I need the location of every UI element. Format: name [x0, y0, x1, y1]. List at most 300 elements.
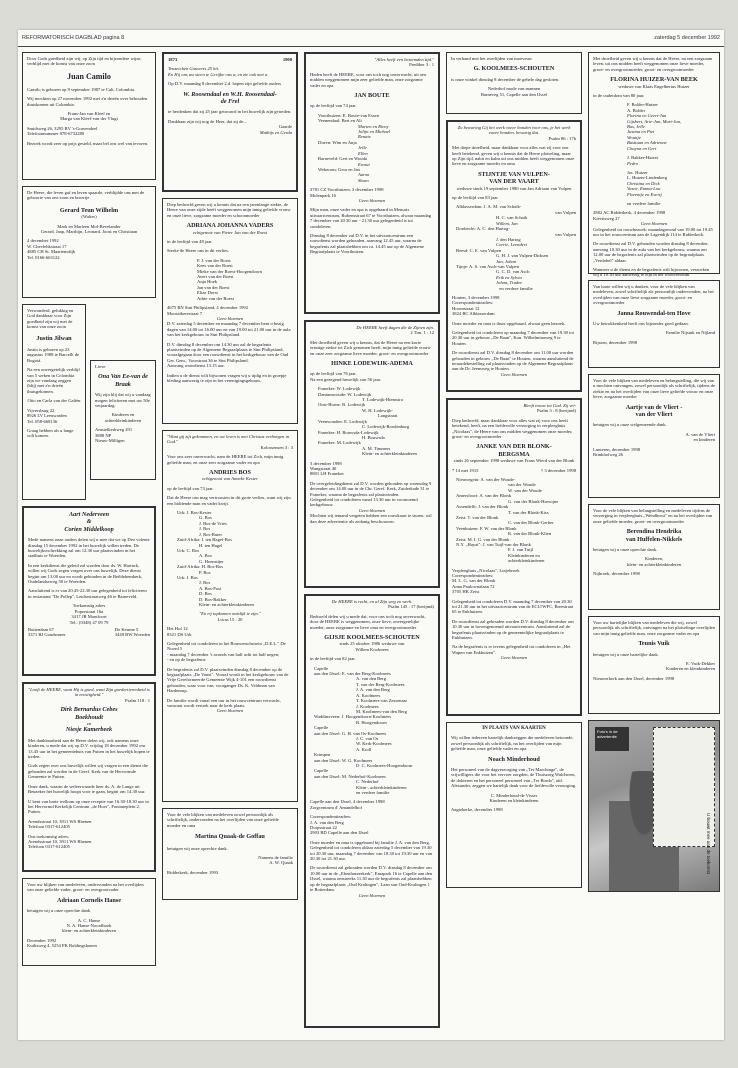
ad-correspondence-label: Correspondentieadres: — [452, 572, 494, 578]
ad-thanks: betuigen wij u onze oprechte dank. — [593, 547, 658, 553]
ad-family: Dirren: Wim en Anja — [318, 139, 357, 145]
ad-signature: N. A. Hanse-Noordhoek — [66, 923, 112, 929]
ad-text: D.V. zaterdag 5 december en maandag 7 december bent u bezig dagen van 14.00 tot 16.00 uur en van 19.00 tot 21.00 uur in de aula van het kerkgebouw in Sint Philipsland. — [167, 321, 291, 338]
ad-signature: Kinderen en achterkleinkinderen — [104, 412, 142, 423]
ad-intro: Verwonderd, gelukkig en God dankbaar voor Zijn goedheid zijn wij met de komst van onze zoon — [27, 308, 74, 330]
ad-born: * 14 mei 1915 — [452, 467, 479, 473]
ad-text: Wij mochten op 27 november 1992 met z'n drieën over behouden thuiskomen uit Colombia. — [27, 96, 148, 107]
ad-anniversary-card — [162, 52, 298, 192]
ad-family: Sharo — [358, 177, 369, 183]
column-4 — [446, 52, 582, 894]
ad-intro: Van harte willen wij u danken, voor de vele blijken van medeleven, zowel schriftelijk als persoonlijk ondervonden, na het overlijden van onze lieve zorgzame moeder, groot- en overgrootmoeder — [593, 284, 714, 306]
ad-age: op de leeftijd van 76 jaar. — [310, 371, 357, 377]
card-text: Op D.V. maandag 8 december 2.d. hopen zijn geliefde ouders — [168, 81, 282, 87]
ad-family: J. C. van Os — [356, 735, 379, 741]
ad-aartje-vliert — [588, 374, 720, 498]
ad-teunis-vuik — [588, 616, 720, 714]
ad-family: Bas, Jelle — [627, 124, 645, 130]
ad-family: T. van der Berg-Koolmees — [356, 681, 405, 687]
ad-family: T. Koolmees-van Zessenaar — [356, 698, 408, 704]
ad-date: Aagtekerke, december 1998 — [451, 807, 503, 813]
ad-date: 4 december 1992 — [27, 238, 59, 244]
ad-text: Dinsdag 8 december zal D.V. in het uitvaartcentrum een rouwdienst worden gehouden, aanvang 12.45 uur, waarna de begrafenis zal plaatshebben om ca. 14.45 uur op de Algemene Begraafplaats te Voorthuizen. — [310, 232, 424, 255]
ad-family: J. Bos-de Vries — [199, 520, 227, 526]
ad-address: 3371 BJ Goudsmeer — [28, 632, 66, 638]
ad-subtitle: Willem Koolmees — [355, 646, 389, 652]
ad-family: en verdere familie — [356, 790, 390, 795]
ad-text: Na een gezegend huwelijk van 56 jaar. — [310, 376, 382, 382]
ad-text: Na een onvergetelijk verblijf van 5 weken in Colombia zijn we vandaag zeggen (blij) met z'n drieën thuisgekomen. — [27, 367, 80, 394]
ad-family: Adrie van der Roest — [197, 295, 234, 301]
ad-family: A. Koolmees — [356, 692, 381, 698]
ad-family: van Vulpen — [555, 209, 576, 215]
ad-verse-ref: Prediker 3 : 1 — [409, 62, 434, 68]
ad-family: Chayna en Gert — [627, 145, 657, 151]
ad-date: Rijssen, december 1998 — [593, 339, 638, 345]
ad-text: Gelegenheid tot condoleren D.V. maandag 7 december van 20.30 tot 21.30 uur in het uitvaartcentrum van de ECU/WFC, Breestraat 65 te Enkhuizen. — [452, 598, 574, 615]
ad-family: en verdere familie — [499, 285, 533, 291]
ad-family: Gijsbert, Arie-Jan, Mart-Jan, — [627, 118, 682, 124]
ad-family: W. van der Woude — [508, 487, 542, 493]
ad-text: Justin is geboren op 23 augustus 1988 te Barcelli de Bogotá. — [27, 347, 80, 363]
ad-text: D.V. dinsdag 8 december om 14.30 uur zal de begrafenis plaatsvinden op de Algemene Begraafplaats te Sint Philipsland, voorafgegaan door een rouwdienst in het kerkgebouw van de Oud Ger. Gem., Voorstraat 36 te Sint Philipsland. — [167, 341, 289, 363]
ad-text: De overgeleidingdienst zal D.V. worden gehouden op woensdag 9 december om 14.00 uur in de Chr. Geref. Kerk, Zuiderkade 31 te Franeker, waarna de begrafenis zal plaatsvinden. — [310, 480, 432, 497]
ad-correspondence-label: Correspondentieadres: — [310, 814, 352, 820]
ad-text: Na de begrafenis is er tevens gelegenheid tot condoleren in „Het Wapen van Enkhuizen". — [452, 644, 571, 655]
ad-text: De rouwdienst zal D.V. dinsdag 8 december om 11.00 uur worden gehouden in gebouw „De Baan" te Houten, waarna aansluitend de teraardebestelling zal plaatsvinden op de Algemene Begraafplaats aan de Dr. Jeensweg te Houten. — [452, 350, 574, 372]
ad-family: Amersfoort: A. van der Blonk — [456, 493, 511, 499]
ad-family: A. Bos — [199, 553, 212, 559]
ad-name: Noach Minderhoud — [488, 755, 540, 763]
ad-text: - maandag 7 december 's avonds van half acht tot half negen; — [167, 651, 280, 657]
ad-signature: E. Vuik-Dekker — [686, 661, 715, 667]
ad-date: 3 december 1998 — [310, 460, 342, 466]
ad-correspondence: J. A. van den Berg — [310, 819, 344, 825]
ad-subtitle: sinds 25 oktober 1986 weduwe van — [339, 641, 405, 647]
ad-address: Smidsweg 26, 3295 BV 's-Gravendeel — [27, 125, 98, 131]
ad-intro: Voor de vele blijken van medeleven en belangstelling, die wij van u mochten ontvangen, zowel persoonlijk als schriftelijk, tijdens de ziekte en na het overlijden van onze lieve geliefde vrouw en onze lieve, zorgzame moeder — [593, 378, 715, 400]
ad-text: Met dankbaarheid aan de Heere delen wij, ook namens onze kinderen, u mede dat wij op D.V. vrijdag 18 december 1992 om 13.45 uur in het gemeentehuis van Putten in het huwelijk hopen te treden. — [28, 737, 150, 760]
ad-text: Gelegenheid tot condoleren vanaf 13.30 uur in voornoemd kerkgebouw. — [310, 496, 418, 508]
card-name: W. Roosendaal en W.H. Roosendaal- — [183, 90, 277, 98]
ad-family: J. A. van den Berg — [356, 687, 390, 693]
ad-family: Mieke van der Roest-Hoogendoorn — [197, 268, 262, 274]
ad-family: Urk: J. Bos-Kester — [177, 510, 212, 516]
ad-family: Dantumwoude: W. Lodewijk — [318, 391, 372, 397]
ad-home-label: Toekomstig adres — [72, 603, 106, 609]
ad-text: Indien u de dienst wilt bijwonen vragen wij u tijdig en in groepje kleding aanwezig te zijn in het verenigingsgebouw. — [167, 372, 287, 383]
ad-family: Jelle — [358, 145, 367, 151]
ad-name: VAN DER VAART — [489, 178, 539, 186]
ad-text: Wij zijn blij dat wij u vandaag mogen feliciteren met uw 50e verjaardag. — [95, 392, 151, 409]
ad-family: W. Kerk-Koolmees — [356, 741, 392, 747]
ad-city: 8926 LV Leeuwarden — [27, 413, 67, 419]
ad-family: H. C. van Schaik — [496, 215, 528, 221]
page-header — [18, 30, 724, 47]
ad-intro: Met droefheid geven wij u kennis dat de Heere, na een zorgzaam leven, uit ons midden heeft weggenomen onze lieve moeder, groot- en overgrootmoeder, groot- en overgrootmoeder — [593, 56, 713, 72]
ad-text: Wanneer u de dienst en de begrafenis wilt bijwonen, verzoeken wij u 10.30 uur aanwezig te zijn in het rouwcentrum. — [593, 267, 710, 278]
ad-no-flowers: Geen bloemen — [358, 507, 386, 513]
ad-signature: klein- en achterkleinkinderen — [62, 928, 116, 934]
ad-family: J. Koolmees — [356, 703, 379, 709]
ad-family: Klein- en achterkleinkinderen — [199, 601, 254, 607]
ad-intro: Met droefheid geven wij u kennis, dat de Heere na een korte ernstige ziekte tot Zich genomen heeft, mijn innig geliefde vrouw en onze zeer zorgzame lieve moeder, groot- en overgrootmoeder — [310, 339, 431, 356]
ad-signature: A. W. Quaak — [269, 860, 293, 866]
ad-family: F. Bolder-Huizer — [627, 102, 658, 108]
ad-florina-huizer — [588, 52, 720, 278]
ad-name: Aartje van de Vliert - — [625, 403, 683, 411]
ad-family: Jan, Johan — [496, 258, 517, 264]
page-header-right: zaterdag 5 december 1992 — [654, 35, 720, 41]
ad-family: Veenendaal: Bert en Ali — [318, 118, 362, 124]
ad-family: aan den IJssel: M. Nederhof-Koolmees — [314, 773, 386, 779]
ad-family: L. Huizer-Lindenberg — [627, 175, 668, 181]
ad-family: C. van der Blonk-Gerber — [508, 520, 554, 526]
ad-family: A. Bos-Post — [199, 585, 222, 591]
ad-family: Justina en Piet — [627, 129, 655, 135]
ad-family: Capelle — [314, 768, 329, 774]
ad-family: D. C. Koolmees-Hoogendoorn — [356, 762, 413, 768]
ad-intro: Heden heeft de HEERE, voor ons toch nog onverwacht, uit ons midden weggenomen mijn zeer geliefde man, onze zorgzame vader en opa — [310, 71, 427, 88]
wedding-photo-ad — [588, 720, 720, 892]
ad-address: Wangstraat 40 — [310, 465, 337, 471]
ad-name: Niesje Kamerbeek — [65, 726, 113, 734]
ad-family: Langstraat — [378, 413, 398, 419]
ad-no-flowers: Geen bloemen — [216, 315, 244, 321]
photo-sticker: Foto's in de advertentie — [595, 727, 629, 751]
ad-verse-ref: 2 Tim. 1 : 12 — [410, 330, 434, 336]
ad-text: Camilo is geboren op 9 september 1987 te Cali, Colombia. — [27, 86, 136, 92]
ad-home: 3417 JR Montfoort — [71, 614, 107, 620]
ad-age: op de leeftijd van 83 jaar. — [452, 195, 499, 201]
ad-address: Kievitsweg 27 — [593, 215, 620, 221]
newspaper-page — [18, 30, 724, 1040]
ad-age: op de leeftijd van 74 jaar. — [310, 103, 357, 109]
ad-verse: Bleeft trouw tot God. Zij vri- — [523, 403, 576, 408]
ad-text: Gelegenheid tot rouwbezoek: maandagavond van 19.00 tot 19.45 uur in het rouwcentrum aan de Lagendijk 114 te Ridderkerk. — [593, 226, 713, 237]
ad-address: 4675 BN Sint Philipsland, 4 december 1992 — [167, 305, 249, 311]
ad-intro: Wij willen iedereen hartelijk dankzeggen die medeleven betoonde, zowel persoonlijk als schriftelijk, na het overlijden van mijn geliefde man, onze geliefde vader en opa — [451, 735, 574, 752]
ad-text: Mede namens onze ouders delen wij u mee dat we op Deo volente dinsdag 15 december 1992 in het huwelijk willen treden. De huwelijksvoltrekking zal om 12.30 uur plaatsvinden in het stadhuis te Woerden. — [28, 537, 150, 559]
ad-family: A. Kroll — [356, 746, 372, 752]
ad-family: Elize Dorst — [197, 290, 218, 296]
ad-name: Berendina Hendrika — [626, 528, 682, 536]
ad-family: Urk: C. Bos — [177, 547, 200, 553]
ad-name: Adriaan Cornelis Hanse — [57, 896, 121, 904]
ad-family: Aaron — [358, 172, 370, 178]
ad-verse-ref: Kolossensen 3 : 3 — [260, 444, 293, 450]
ad-family: en verdere familie — [627, 200, 661, 206]
ad-text: Onze moeder en oma is thuis opgebaard, alwaar geen bezoek. — [452, 320, 566, 326]
ad-no-flowers: Geen bloemen — [216, 708, 244, 714]
ad-address: 8801 LH Franeker — [310, 471, 344, 477]
ad-signature: Kinderen en kleinkinderen — [489, 798, 539, 804]
ad-home: Tel.: (0348) 47 09 79 — [69, 619, 109, 625]
ad-aart-corien — [22, 506, 156, 676]
ad-family: Kleinkinderen en — [508, 552, 540, 558]
ad-family: T. Lodewijk-Hiemstra — [362, 397, 403, 403]
ad-family: J. den Hartog — [496, 236, 521, 242]
ad-address: 2882 AC Ridderkerk, 4 december 1998 — [593, 210, 666, 216]
ad-signature: C. Minderhoud-de Visser — [490, 792, 538, 798]
ad-city: 4885 CH St. Maartensdijk — [27, 249, 76, 255]
ad-address: 3449 BW Woerden — [114, 632, 150, 638]
ad-city: Nieuw-Milligen — [95, 438, 125, 444]
ad-subtitle: echtgenoot van Anneke Kester — [202, 476, 258, 482]
ad-intro: De Heere, die leven gaf en leven spaarde, verblijdde ons met de geboorte van ons zoon en broertje — [27, 190, 145, 201]
ad-family: W. H. Lodewijk- — [362, 407, 393, 413]
ad-family: Christina en Dick — [627, 180, 660, 186]
ad-family: R. van der Blonk-Klien — [508, 531, 552, 537]
ad-family: Vasoe, Emma-Lou — [627, 186, 661, 192]
ad-thanks: Uw betrokkenheid heeft ons bijzonder goed gedaan. — [593, 321, 689, 327]
ad-family: Beesd: C. E. van Vulpen — [456, 247, 502, 253]
ad-family: Kees van der Roest — [197, 263, 233, 269]
ad-family: Jac. Huizer — [627, 169, 648, 175]
card-name: de Frel — [220, 98, 240, 106]
ad-intro: In verband met het overlijden van moeveuw — [451, 56, 533, 61]
ad-signature: Nederhof mode van mannen — [487, 86, 541, 92]
ad-address: Arendsstraat 10, 3911 WS Rhenen — [28, 818, 92, 824]
ad-berendina — [588, 504, 720, 610]
ad-family: Zeist: M. I. G. van der Blonk — [456, 536, 510, 542]
ad-intro: Diep bedroefd geven wij u kennis dat na een jarenlange ziekte, de Heere van onze zijde heeft weggenomen mijn innig geliefde vrouw en onze lieve, zorgzame moeder en schoonmoeder — [167, 202, 291, 218]
ad-family: Erik en Sylvia — [496, 274, 522, 280]
ad-family: Nieuwegein: A. van der Woude- — [456, 477, 516, 483]
ad-signature: A. C. Hanse — [77, 917, 101, 923]
ad-verse-ref: Psalm 145 : 17 (berijmd) — [388, 604, 434, 610]
ad-correspondence: 3705 HK Zeist — [452, 589, 480, 595]
card-text: Tenzeichen Gouverts 25 hit. — [168, 66, 220, 72]
ad-address: Amstelkerkweg 291 — [95, 427, 133, 433]
ad-signature: Barneveg 51, Capelle aan den IJssel — [480, 91, 548, 97]
ad-text: Graag hebben als u lange wilt komen. — [27, 427, 74, 439]
ad-intro: Voor uw hartelijke blijken van medeleven die wij, zowel persoonlijk als schriftelijk, ontvingen na het plotselinge overlijden van mijn innig geliefde man, onze zorgzame vader en opa — [593, 620, 715, 636]
ad-no-flowers: Geen bloemen — [640, 221, 668, 227]
ad-text: - en op de begrafenis — [167, 657, 206, 663]
ad-family: A. Bolder — [627, 107, 646, 113]
ad-name: van der Vliert — [635, 411, 673, 419]
ad-address: Kuiltsweg 4, 5254 PK Boldingshonen — [27, 943, 97, 949]
ad-family: F. J. van Tuijl — [508, 547, 534, 553]
ad-text: Mochten wij iemand vergeten hebben een rouwkaart te sturen, wil dan deze advertentie als zodanig beschouwen. — [310, 513, 432, 524]
ad-name: Gerard Teun Wilhelm — [59, 206, 119, 214]
ad-text: is onze winkel dinsdag 8 december de gehele dag gesloten. — [451, 76, 560, 82]
ad-date: Ridderkerk, december 1993 — [167, 869, 219, 875]
ad-justin — [22, 304, 86, 500]
ad-adriana — [162, 198, 298, 424]
ad-signature: Familie Nijsink en Nijland — [665, 330, 715, 336]
ad-family: Ewout — [358, 161, 370, 167]
ad-address: Vijversburg 22 — [27, 407, 55, 413]
ad-family: Florina en Geert-Jan — [627, 113, 667, 119]
ad-text: Gelegenheid tot condoleren in het Bouwenschrirein „D.E.L." De Noord 5 — [167, 641, 286, 652]
ad-address: Het Hof 12 — [167, 626, 188, 632]
ad-family: P. J. van der Roest — [197, 257, 231, 263]
ad-intro: Voor ons zeer onverwacht, nam de HEERE tot Zich, mijn innig geliefde man, en onze zeer zorgzame vader en opa — [167, 454, 284, 465]
ad-family: Assendelft: J. van der Blonk — [456, 504, 509, 510]
ad-family: Veenwouden: E. Lodewijk — [318, 418, 367, 424]
card-signature: Mathijs en Gerda — [259, 129, 292, 135]
ad-name: Justin Jilwan — [36, 334, 72, 342]
ad-family: Veenhuizen: F. W. van der Blonk — [456, 525, 517, 531]
ad-intro: Door Gods goedheid zijn wij, op Zijn tijd en bijzondere wijze, verblijd met de komst van onze zoon — [27, 56, 142, 67]
ad-date: Nijbroek, december 1998 — [593, 571, 640, 577]
ad-family: Krimpen — [314, 752, 331, 758]
ad-adrian-hanse — [22, 878, 156, 966]
ad-address: W. Chevlehkstraat 17 — [27, 243, 67, 249]
ad-parents: Marga van Kleef-van der Vlugt — [60, 116, 118, 122]
ad-died: † 3 december 1998 — [540, 467, 576, 473]
ad-name: Aart Nederveen — [68, 511, 110, 518]
ad-family: G. van der Blonk-Harwijne — [508, 498, 559, 504]
ad-verse: "Looft de HEERE, want Hij is goed, want Zijn goedertierenheid is in eeuwigheid." — [28, 687, 150, 698]
ad-name: JANKE VAN DER BLONK- — [476, 443, 552, 451]
ad-family: Tijnje: A. S. van Asch-van Vulpen — [456, 263, 519, 269]
ad-correspondence: Dorpsstraat 22 — [310, 825, 337, 831]
ad-family: Wouttje — [627, 134, 641, 140]
ad-no-flowers: Geen bloemen — [358, 892, 386, 898]
ad-family: J. Bos — [199, 580, 211, 586]
ad-correspondence: Anna Paulownalaan 72 — [452, 583, 495, 589]
ad-family: Bastiaan en Adrienne — [627, 140, 667, 146]
ad-jan-boute — [304, 52, 440, 314]
ad-address: Zorgcentrum d' Amandelhof — [310, 804, 363, 810]
ad-no-flowers: Geen bloemen — [500, 655, 528, 661]
ad-verse: "Alles heeft een bestemden tijd." — [374, 57, 434, 62]
ad-text: Aansluitend is er van 20.45-22.30 uur gelegenheid tot feliciteren in restaurant "De Pollep", Leidsestraatweg 46 te Barneveld. — [28, 588, 147, 599]
ad-no-flowers: Geen bloemen — [358, 197, 386, 203]
card-text: En Hij ons uw steen te Gerijbe ons a, en zie ook met u. — [168, 71, 269, 77]
ad-thanks: betuigen wij u onze hartelijke dank. — [593, 651, 659, 657]
ad-family: Capelle — [314, 665, 329, 671]
ad-text: De rouwdienst zal D.V. gehouden worden dinsdag 8 december, aanvang 10.30 uur in de aula van het kerkgebouw, waarna om 12.00 uur de begrafenis zal plaatsvinden op de begraafplaats „Verdobel" aldaar. — [593, 241, 709, 263]
ad-text: De begrafenis zal D.V. plaatsvinden dinsdag 8 december op de begraafplaats „De Vonst". Vooraf wordt in het kerkgebouw van de Vrije Gereformeerde Gemeente Wijk 4-101 een rouwdienst gehouden, waar voor van, voorganger Ds. K. Veldman van Hardenrup. — [167, 666, 289, 694]
ad-thanks: betuigen wij u onze oprechte dank — [27, 908, 91, 914]
card-year-start: 1873 — [168, 57, 178, 62]
ad-address: De Keurne 5 — [114, 626, 139, 632]
ad-family: Zuid-Afrika: H. Bos-Bos — [177, 564, 224, 570]
ad-text: Het personeel van de dagverzorging van „Ter Marchinge", de vrijwilligers die voor het vervoer zorgden, de Thuiszorg Walcheren, de dokteren en het personeel personeel van „Ter Borda", afd. Alexander, zeggen we hartelijk dank voor de liefdevolle verzorging. — [451, 767, 577, 789]
ad-intro: Met diepe droefheid, maar dankbaar voor alles wat zij voor ons heeft betekend, geven wij u kennis dat de Heere plotseling, maar op Zijn tijd, nabit en kalm uit ons midden heeft weggenomen onze lieve en zorgzame moeder en oma — [452, 145, 575, 167]
photo-vertical-text: U bouwt mee aan de toekomst — [706, 813, 711, 875]
ad-verse-ref: Psalm 3 : 8 (berijmd) — [536, 408, 576, 414]
ad-family: Marten en Rieny — [358, 123, 389, 129]
ad-family: P. Bos — [199, 569, 211, 575]
ad-family: Zuid-Afrika: I. ten Hagel-Bos — [177, 537, 232, 543]
ad-family: Urk: J. Bos — [177, 574, 198, 580]
ad-family: Florentje en Evertj — [627, 191, 662, 197]
ad-text: Sterke de Heere ons in dit verlies. — [167, 248, 230, 254]
ad-thanks: betuigen wij u onze welgemeende dank. — [593, 422, 667, 428]
ad-address: 8321 DS Urk — [167, 631, 192, 637]
ad-text: De rouwdienst zal gehouden worden D.V. dinsdag 8 december om 10.30 uur in bovengenoemd uitvaartcentrum. Aansluitend zal de begrafenis plaatsvinden op de gemeentelijke begraafplaats te Enkhuizen. — [452, 618, 574, 641]
ad-name: ANDRIES BOS — [209, 469, 251, 477]
ad-address: Capelle aan den IJssel, 4 december 1998 — [310, 799, 385, 805]
ad-correspondence: Hoornstraat 12 — [452, 305, 480, 311]
ad-phone: Tel. 0166-663122 — [27, 254, 60, 260]
ad-family: Franeker: M. Lodewijk — [318, 440, 361, 446]
ad-title: IN PLAATS VAN KAARTEN — [482, 726, 546, 731]
ad-name: Boekhoudt — [75, 713, 103, 721]
ad-family: Waddinxveen: J. Hoogendoorn-Koolmees — [314, 714, 392, 720]
ad-family: Voorthuizen: E. Boute-van Essen — [318, 112, 379, 118]
ad-age: in de ouderdom van 80 jaar. — [593, 93, 645, 99]
ad-verse: De HEERE is recht, en al Zijn weg zo werk. — [331, 599, 413, 604]
ad-siblings: Gerard, Jaap, Marthijn, Leonard, Joost en Christiaan — [40, 229, 138, 235]
ad-family: G. C. D. van Asch — [496, 269, 530, 275]
ad-parents: Frans-Jan van Kleef en — [67, 111, 111, 117]
page-header-left: REFORMATORISCH DAGBLAD pagina 8 — [22, 35, 125, 41]
ad-family: C. Lodewijk-Roodenburg — [362, 424, 410, 430]
ad-koolmees-closed — [446, 52, 582, 114]
card-signature: Gaarde — [278, 124, 292, 130]
column-3 — [304, 52, 440, 1034]
card-text: Dankbaar zijn wij nog de Heer, dat zij de... — [168, 118, 247, 124]
ad-signature: Kinderen en kleinkinderen — [666, 666, 715, 672]
ad-family: Pedro — [627, 160, 639, 166]
ad-family: Johan, Trudee — [496, 280, 523, 286]
ad-family: G. H. J. van Vulpen-Dirksen — [496, 253, 549, 259]
ad-subtitle: weduwe van Klaas Engelbertus Huizer — [618, 83, 690, 89]
ad-name: Corien Middelkoop — [64, 525, 114, 533]
ad-gijsje-koolmees — [304, 594, 440, 1028]
ad-family: C. Nederhof — [356, 779, 379, 785]
ad-family: G. Hoenstijer — [199, 558, 224, 564]
ad-text: Aanvang rouwdienst 13.15 uur. — [167, 363, 225, 369]
ad-address: Telefoon 0317-612405 — [28, 824, 70, 830]
ad-phone: Tel. 058-668136 — [27, 418, 58, 424]
ad-verse: De HEERE heeft dagen die de Zijnen zijn. — [356, 325, 434, 330]
ad-family: N.Y. „Hayat": J. van Tuijl-van der Blonk — [456, 541, 531, 547]
ad-family: J. Bos — [199, 526, 211, 532]
ad-verse: Zo bewaring Gij het werk voeer bonden voor ons, je het werk voeer bonden, bewarig dat. — [457, 125, 571, 136]
ad-family: G. Bos — [199, 515, 212, 521]
ad-correspondence: 2903 BD Capelle aan den IJssel — [310, 830, 369, 836]
ad-andries-bos — [162, 430, 298, 802]
ad-name: HINKE LODEWIJK-ADEMA — [331, 360, 413, 368]
ad-intro: Bedroefd delen wij u mede dat, voor ons toch nog onverwacht, door de HEERE is weggenomen, onze lieve, onvergetelijke moeder, onze zorgzame en lieve oma en overgrootmoeder — [310, 613, 426, 630]
ad-text: Gelegenheid tot condoleren op maandag 7 december van 19.30 tot 20.30 uur in gebouw „De Baan", Kon. Wilhelminaweg 9 te Houten. — [452, 330, 574, 346]
ad-signature: en kinderen — [693, 437, 715, 443]
ad-noach-minderhoud — [446, 722, 582, 888]
ad-parents: Otto en Carla van der Galiën — [27, 398, 81, 404]
ad-intro: Voor de vele blijken van medeleven zowel persoonlijk als schriftelijk, ondervonden na het overlijden van onze geliefde moeder en oma — [167, 812, 279, 828]
ad-verse-ref: Lucas 15 : 20 — [217, 616, 243, 622]
ad-family: Dordrecht: A. C. den Hartog- — [456, 226, 510, 232]
ad-name: FLORINA HUIZER-VAN BEEK — [610, 76, 698, 84]
ad-family: van der Woude — [508, 482, 536, 488]
ad-name: BERGSMA — [498, 450, 530, 458]
ad-correspondence: 3824 BC Alblasserdam — [452, 311, 495, 317]
ad-family: Wekerom: Gera en Jan — [318, 166, 360, 172]
ad-intro: Diep bedroefd, maar dankbaar voor alles wat zij voor ons heeft betekend, heeft, na een liefdevolle verzorging in verpleeghuis „Nicolaas", de Heere van ons midden weggenomen onze moeder, groot- en overgrootmoeder — [452, 417, 573, 440]
ad-family: Jolijn en Michael — [358, 129, 391, 135]
ad-family: D. Bos — [199, 591, 212, 597]
ad-family: D. Bos-Bakker — [199, 596, 227, 602]
ad-text: De familie wordt vanaf een uur in het rouwcentrum verwacht, vanwaar wordt vertrek naar de kerk plaats. — [167, 697, 281, 709]
ad-stijntje — [446, 120, 582, 392]
ad-juan-camilo — [22, 52, 156, 180]
ad-address: Buitendam 67 — [28, 626, 54, 632]
ad-name: Teunis Vuik — [638, 640, 670, 648]
ad-age: in de leeftijd van 48 jaar. — [167, 239, 213, 245]
card-year-end: 1900 — [282, 57, 292, 62]
ad-name: Juan Camilo — [67, 71, 111, 81]
ad-name: Janna Rouwendal-ten Hove — [617, 309, 691, 317]
column-5 — [588, 52, 720, 892]
ad-janna-rouwendal — [588, 280, 720, 368]
